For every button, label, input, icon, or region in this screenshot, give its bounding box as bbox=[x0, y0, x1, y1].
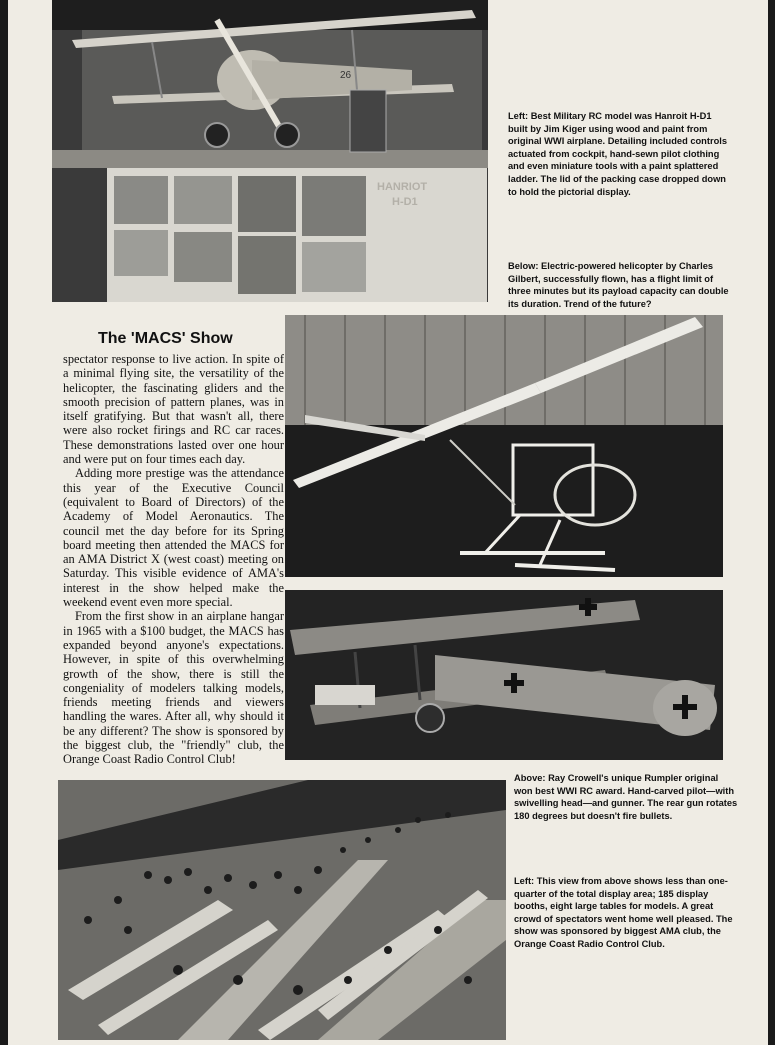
rumpler-photo bbox=[285, 590, 723, 760]
rumpler-caption: Above: Ray Crowell's unique Rumpler original won best WWI RC award. Hand-carved pilot—with swivelling head—and gunner. The rear gun rotates 180 degrees but doesn't fire bullets. bbox=[514, 773, 738, 821]
helicopter-caption: Below: Electric-powered helicopter by Charles Gilbert, successfully flown, has a flight limit of three minutes but its payload capacity can double its duration. Trend of the future? bbox=[508, 261, 729, 309]
article-body bbox=[63, 352, 284, 767]
crowd-caption: Left: This view from above shows less than one-quarter of the total display area; 185 display booths, eight large tables for models. A great crowd of spectators went home well pleased. The show was sponsored by biggest AMA club, the Orange Coast Radio Control Club. bbox=[514, 876, 733, 949]
hanriot-caption: Left: Best Military RC model was Hanroit H-D1 built by Jim Kiger using wood and paint from original WWI airplane. Detailing included controls actuated from cockpit, hand-sewn pilot clothing and even miniature tools with a paint splattered ladder. The lid of the packing case dropped down to hold the pictorial display. bbox=[508, 111, 728, 197]
svg-text:H-D1: H-D1 bbox=[392, 196, 418, 208]
article-paragraph-3: From the first show in an airplane hangar in 1965 with a $100 budget, the MACS has expanded beyond anyone's expectations. However, in spite of this overwhelming growth of the show, there is still the congeniality of modelers talking models, friends meeting friends and viewers handling the wares. After all, why should it be any different? The show is sponsored by the biggest club, the "friendly" club, the Orange Coast Radio Control Club! bbox=[63, 609, 284, 767]
article-title: The 'MACS' Show bbox=[98, 330, 233, 347]
magazine-page bbox=[8, 0, 768, 1045]
hanriot-photo bbox=[52, 0, 488, 302]
hanriot-sign-text: HANRIOT bbox=[377, 181, 428, 193]
helicopter-photo bbox=[285, 315, 723, 577]
hanriot-number: 26 bbox=[340, 70, 352, 81]
crowd-photo bbox=[58, 780, 506, 1040]
article-paragraph-1: spectator response to live action. In spite of a minimal flying site, the versatility of the helicopter, the fascinating gliders and the smooth precision of pattern planes, was in itself gratifying. But that wasn't all, there were also rocket firings and RC car races. These demonstrations lasted over one hour and were put on four times each day. bbox=[63, 352, 284, 467]
article-paragraph-2: Adding more prestige was the attendance this year of the Executive Council (equivalent to Board of Directors) of the Academy of Model Aeronautics. The council met the day before for its Spring board meeting then attended the MACS for an AMA District X (west coast) meeting on Saturday. This visible evidence of AMA's interest in the show helped make the weekend event even more special. bbox=[63, 466, 284, 610]
